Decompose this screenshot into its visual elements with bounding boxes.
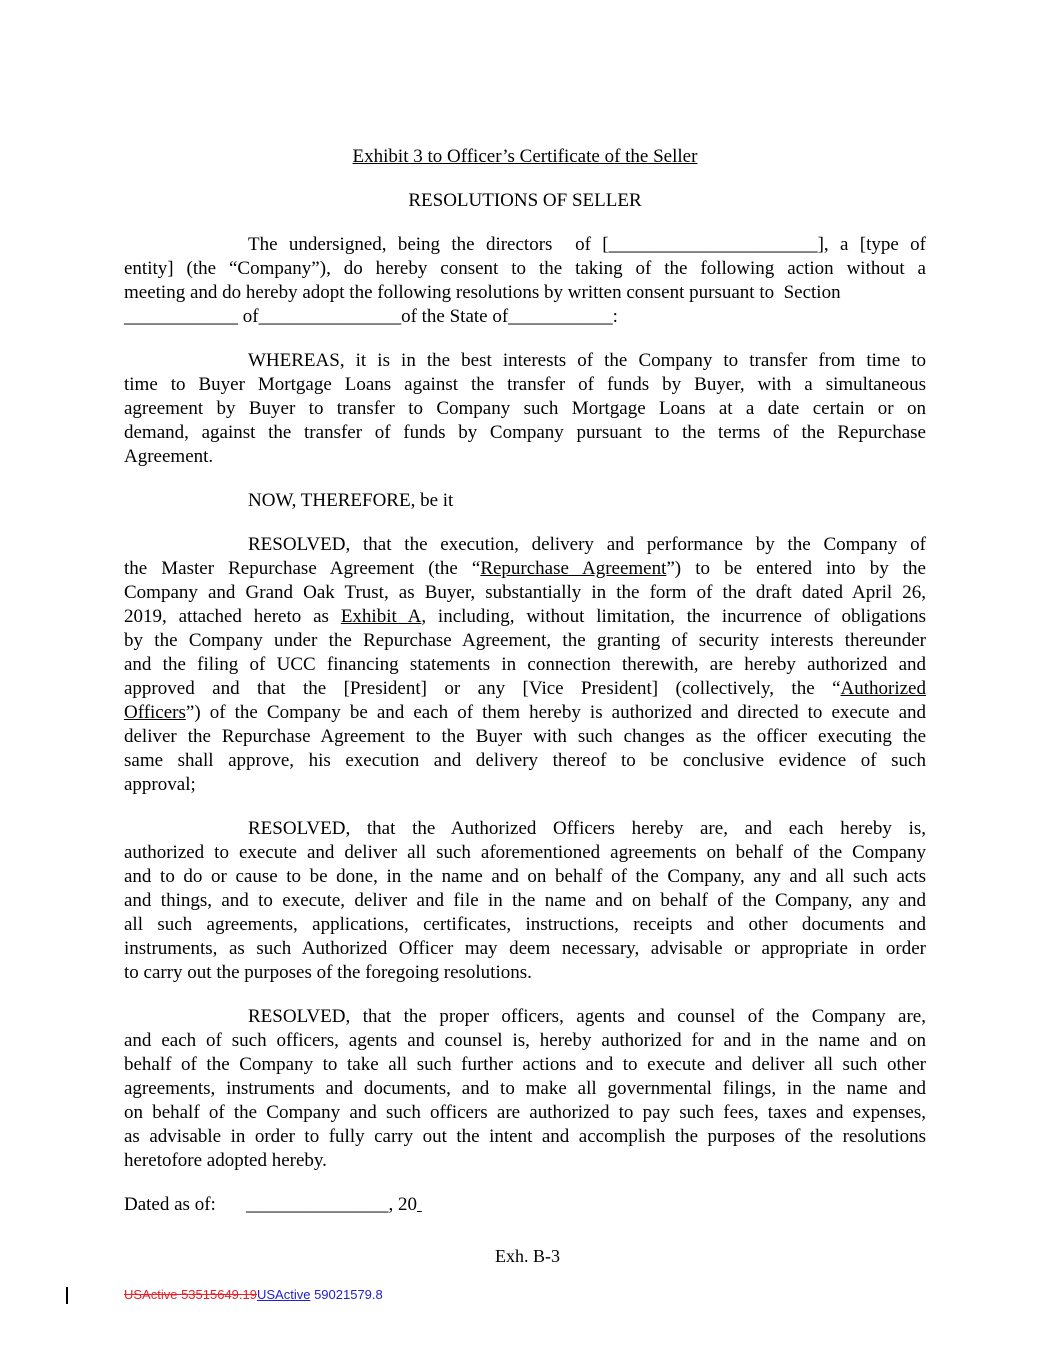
text-line bbox=[124, 605, 926, 629]
text-line bbox=[124, 725, 926, 749]
resolution-body bbox=[124, 233, 926, 1173]
text-run: RESOLVED, that the execution, delivery and performance by the Company of bbox=[248, 534, 926, 555]
text-line bbox=[124, 233, 926, 257]
text-line bbox=[124, 701, 926, 725]
text-line bbox=[124, 961, 926, 985]
document-id-footer bbox=[124, 1287, 383, 1302]
text-line bbox=[124, 653, 926, 677]
text-line bbox=[124, 1077, 926, 1101]
text-run: and to do or cause to be done, in the name and on behalf of the Company, any and all such acts bbox=[124, 866, 926, 887]
change-bar bbox=[66, 1287, 68, 1304]
text-line bbox=[124, 305, 926, 329]
text-run: agreements, instruments and documents, and to make all governmental filings, in the name and bbox=[124, 1078, 926, 1099]
text-run: demand, against the transfer of funds by Company pursuant to the terms of the Repurchase bbox=[124, 422, 926, 443]
text-line bbox=[124, 581, 926, 605]
text-run: ”) of the Company be and each of them hereby is authorized and directed to execute and bbox=[185, 702, 926, 723]
text-line bbox=[124, 373, 926, 397]
defined-term: Officers bbox=[124, 702, 186, 723]
paragraph bbox=[124, 233, 926, 329]
text-run: as advisable in order to fully carry out the intent and accomplish the purposes of the resolutions bbox=[124, 1126, 926, 1147]
text-run: ”) to be entered into by the bbox=[666, 558, 926, 579]
text-run: heretofore adopted hereby. bbox=[124, 1150, 327, 1171]
text-run: RESOLVED, that the Authorized Officers hereby are, and each hereby is, bbox=[248, 818, 926, 839]
paragraph bbox=[124, 489, 926, 513]
text-run: on behalf of the Company and such officers are authorized to pay such fees, taxes and expenses, bbox=[124, 1102, 926, 1123]
text-line bbox=[124, 677, 926, 701]
text-run: and things, and to execute, deliver and file in the name and on behalf of the Company, any and bbox=[124, 890, 926, 911]
text-line bbox=[124, 281, 926, 305]
text-run: and the filing of UCC financing statements in connection therewith, are hereby authorized and bbox=[124, 654, 926, 675]
text-line bbox=[124, 1005, 926, 1029]
text-run: agreement by Buyer to transfer to Company such Mortgage Loans at a date certain or on bbox=[124, 398, 926, 419]
text-line bbox=[124, 865, 926, 889]
text-run: behalf of the Company to take all such further actions and to execute and deliver all such other bbox=[124, 1054, 926, 1075]
text-line bbox=[124, 533, 926, 557]
defined-term: Repurchase Agreement bbox=[480, 558, 667, 579]
dated-line bbox=[124, 1193, 926, 1217]
inserted-doc-id: 59021579.8 bbox=[310, 1287, 383, 1302]
text-run: to carry out the purposes of the foregoing resolutions. bbox=[124, 962, 532, 983]
paragraph bbox=[124, 349, 926, 469]
text-run: time to Buyer Mortgage Loans against the transfer of funds by Buyer, with a simultaneous bbox=[124, 374, 926, 395]
inserted-doc-link[interactable]: USActive bbox=[256, 1287, 311, 1302]
text-run: and each of such officers, agents and counsel is, hereby authorized for and in the name and on bbox=[124, 1030, 926, 1051]
text-line bbox=[124, 749, 926, 773]
text-run: 2019, attached hereto as bbox=[124, 606, 341, 627]
text-line bbox=[124, 1149, 926, 1173]
text-line bbox=[124, 1125, 926, 1149]
deleted-doc-id: USActive 53515649.19 bbox=[124, 1287, 257, 1302]
text-run: RESOLVED, that the proper officers, agents and counsel of the Company are, bbox=[248, 1006, 926, 1027]
text-run: approved and that the [President] or any [Vice President] (collectively, the “ bbox=[124, 678, 841, 699]
text-run: deliver the Repurchase Agreement to the Buyer with such changes as the officer executing the bbox=[124, 726, 926, 747]
text-run: Agreement. bbox=[124, 446, 214, 467]
text-line bbox=[124, 445, 926, 469]
exhibit-title: Exhibit 3 to Officer’s Certificate of the Seller bbox=[352, 146, 698, 167]
text-run: same shall approve, his execution and delivery thereof to be conclusive evidence of such bbox=[124, 750, 926, 771]
text-run: the Master Repurchase Agreement (the “ bbox=[124, 558, 481, 579]
defined-term: Authorized bbox=[840, 678, 926, 699]
year-blank[interactable] bbox=[417, 1194, 422, 1215]
text-run: The undersigned, being the directors of [______________________], a [type of bbox=[248, 234, 926, 255]
text-line bbox=[124, 629, 926, 653]
text-line bbox=[124, 349, 926, 373]
text-line bbox=[124, 557, 926, 581]
paragraph bbox=[124, 1005, 926, 1173]
text-line bbox=[124, 773, 926, 797]
text-run: meeting and do hereby adopt the following resolutions by written consent pursuant to Section bbox=[124, 282, 841, 303]
text-line bbox=[124, 817, 926, 841]
year-prefix: , 20 bbox=[388, 1194, 417, 1215]
text-line bbox=[124, 257, 926, 281]
text-run: approval; bbox=[124, 774, 196, 795]
text-run: WHEREAS, it is in the best interests of the Company to transfer from time to bbox=[248, 350, 926, 371]
text-line bbox=[124, 937, 926, 961]
document-page bbox=[124, 145, 926, 1217]
paragraph bbox=[124, 817, 926, 985]
text-line bbox=[124, 1053, 926, 1077]
text-line bbox=[124, 889, 926, 913]
defined-term: Exhibit A bbox=[340, 606, 422, 627]
text-line bbox=[124, 841, 926, 865]
dated-label: Dated as of: bbox=[124, 1194, 216, 1215]
text-line bbox=[124, 1101, 926, 1125]
text-line bbox=[124, 1029, 926, 1053]
text-run: all such agreements, applications, certificates, instructions, receipts and other documents and bbox=[124, 914, 926, 935]
text-run: ____________ of_______________of the State of___________: bbox=[124, 306, 618, 327]
text-line bbox=[124, 421, 926, 445]
date-blank[interactable]: _______________ bbox=[246, 1194, 389, 1215]
text-line bbox=[124, 913, 926, 937]
text-run: Company and Grand Oak Trust, as Buyer, substantially in the form of the draft dated April 26, bbox=[124, 582, 926, 603]
text-run: , including, without limitation, the incurrence of obligations bbox=[421, 606, 927, 627]
resolutions-heading: RESOLUTIONS OF SELLER bbox=[408, 190, 642, 211]
text-line bbox=[124, 397, 926, 421]
paragraph bbox=[124, 533, 926, 797]
text-run: instruments, as such Authorized Officer may deem necessary, advisable or appropriate in order bbox=[124, 938, 926, 959]
text-run: entity] (the “Company”), do hereby consent to the taking of the following action without a bbox=[124, 258, 926, 279]
text-run: by the Company under the Repurchase Agreement, the granting of security interests thereunder bbox=[124, 630, 926, 651]
text-run: NOW, THEREFORE, be it bbox=[248, 490, 454, 511]
page-number: Exh. B-3 bbox=[495, 1246, 560, 1266]
text-run: authorized to execute and deliver all such aforementioned agreements on behalf of the Company bbox=[124, 842, 926, 863]
text-line bbox=[124, 489, 926, 513]
